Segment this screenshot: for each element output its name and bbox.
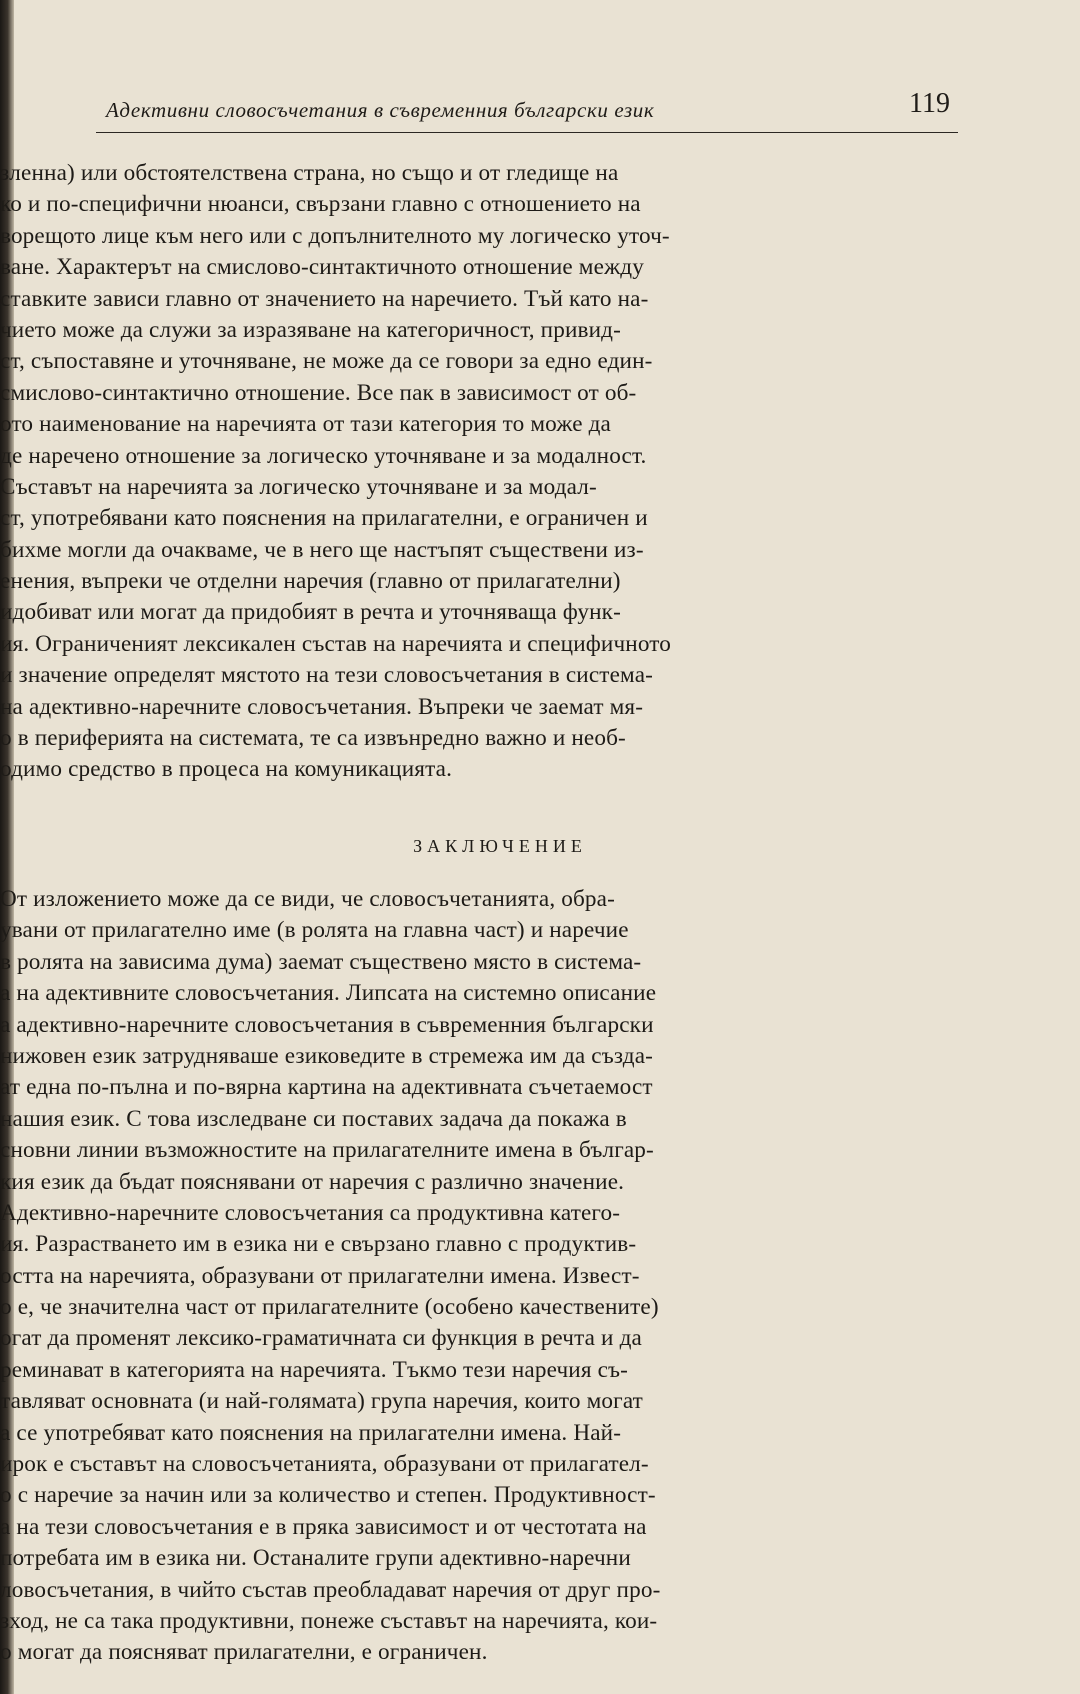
text-line: зход, не са така продуктивни, понеже съставът на наречията, кои- bbox=[0, 1607, 658, 1634]
text-line: ст, съпоставяне и уточняване, не може да се говори за едно един- bbox=[0, 348, 653, 375]
text-line: Съставът на наречията за логическо уточняване и за модал- bbox=[0, 473, 597, 500]
text-line: а на адективните словосъчетания. Липсата на системно описание bbox=[0, 980, 657, 1007]
text-line: бихме могли да очакваме, че в него ще настъпят съществени из- bbox=[0, 536, 644, 563]
text-line: кия език да бъдат пояснявани от наречия с различно значение. bbox=[0, 1168, 625, 1195]
text-line: Адективно-наречните словосъчетания са продуктивна катего- bbox=[0, 1199, 621, 1226]
text-line: ловосъчетания, в чийто състав преобладават наречия от друг про- bbox=[0, 1576, 661, 1603]
text-line: на адективно-наречните словосъчетания. Въпреки че заемат мя- bbox=[0, 693, 644, 720]
text-line: де наречено отношение за логическо уточняване и за модалност. bbox=[0, 442, 647, 469]
text-line: и значение определят мястото на тези словосъчетания в система- bbox=[0, 662, 654, 689]
text-line: увани от прилагателно име (в ролята на главна част) и наречие bbox=[0, 917, 629, 944]
text-line: ия. Разрастването им в езика ни е свързано главно с продуктив- bbox=[0, 1231, 637, 1258]
text-line: ст, употребявани като пояснения на прилагателни, е ограничен и bbox=[0, 505, 648, 532]
running-title: Адективни словосъчетания в съвременния български език bbox=[106, 98, 655, 122]
text-line: а адективно-наречните словосъчетания в съвременния български bbox=[0, 1011, 654, 1038]
page-header bbox=[96, 86, 958, 133]
paragraphs-after-heading bbox=[0, 884, 962, 1669]
paragraphs-before-heading bbox=[0, 158, 962, 786]
text-line: а се употребяват като пояснения на прилагателни имена. Най- bbox=[0, 1419, 622, 1446]
text-line: идобиват или могат да придобият в речта и уточняваща функ- bbox=[0, 599, 621, 626]
text-line: ирок е съставът на словосъчетанията, образувани от прилагател- bbox=[0, 1451, 649, 1478]
text-line: ко и по-специфични нюанси, свързани главно с отношението на bbox=[0, 191, 641, 218]
text-line: реминават в категорията на наречията. Тъкмо тези наречия съ- bbox=[0, 1356, 629, 1383]
text-line: ворещото лице към него или с допълнителното му логическо уточ- bbox=[0, 222, 670, 249]
text-line: ото наименование на наречията от тази категория то може да bbox=[0, 411, 611, 438]
text-line: о могат да поясняват прилагателни, е ограничен. bbox=[0, 1639, 488, 1666]
section-heading: ЗАКЛЮЧЕНИЕ bbox=[413, 836, 587, 856]
text-line: а на тези словосъчетания е в пряка зависимост и от честотата на bbox=[0, 1513, 647, 1540]
text-line: тавляват основната (и най-голямата) група наречия, които могат bbox=[0, 1388, 643, 1415]
text-line: енения, въпреки че отделни наречия (главно от прилагателни) bbox=[0, 568, 621, 595]
text-line: ат една по-пълна и по-вярна картина на адективната съчетаемост bbox=[0, 1074, 653, 1101]
text-line: ия. Ограниченият лексикален състав на наречията и специфичното bbox=[0, 630, 672, 657]
text-line: ване. Характерът на смислово-синтактичното отношение между bbox=[0, 254, 644, 281]
text-line: зленна) или обстоятелствена страна, но също и от гледище на bbox=[0, 160, 619, 186]
text-line: огат да променят лексико-граматичната си функция в речта и да bbox=[0, 1325, 642, 1352]
text-line: о е, че значителна част от прилагателните (особено качествените) bbox=[0, 1294, 659, 1321]
text-line: нашия език. С това изследване си поставих задача да покажа в bbox=[0, 1105, 627, 1132]
text-line: смислово-синтактично отношение. Все пак в зависимост от об- bbox=[0, 379, 637, 406]
text-line: потребата им в езика ни. Останалите групи адективно-наречни bbox=[0, 1545, 631, 1572]
text-line: о с наречие за начин или за количество и степен. Продуктивност- bbox=[0, 1482, 656, 1509]
text-line: о в периферията на системата, те са извънредно важно и необ- bbox=[0, 725, 626, 752]
text-line: нижовен език затрудняваше езиковедите в стремежа им да създа- bbox=[0, 1042, 654, 1069]
page-number: 119 bbox=[909, 88, 950, 119]
text-line: чието може да служи за изразяване на категоричност, привид- bbox=[0, 316, 622, 343]
text-line: остта на наречията, образувани от прилагателни имена. Извест- bbox=[0, 1262, 640, 1289]
text-line: в ролята на зависима дума) заемат съществено място в система- bbox=[0, 948, 642, 975]
text-line: сновни линии възможностите на прилагателните имена в българ- bbox=[0, 1137, 654, 1164]
text-line: От изложението може да се види, че словосъчетанията, обра- bbox=[0, 886, 615, 912]
text-line: ставките зависи главно от значението на наречието. Тъй като на- bbox=[0, 285, 649, 312]
text-line: одимо средство в процеса на комуникацията. bbox=[0, 756, 453, 783]
